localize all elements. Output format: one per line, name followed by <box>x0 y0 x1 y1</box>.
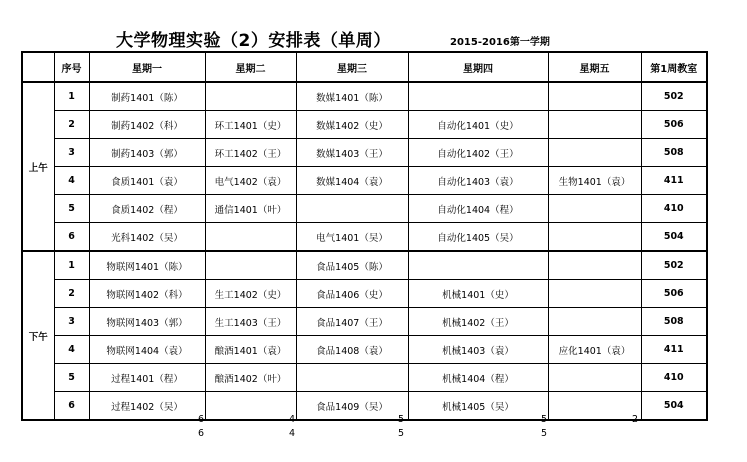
cell-friday <box>548 111 641 139</box>
row-number: 2 <box>54 111 89 139</box>
cell-friday <box>548 223 641 252</box>
cell-tuesday: 通信1401（叶） <box>205 195 296 223</box>
header-tuesday: 星期二 <box>205 52 296 82</box>
room-cell: 508 <box>641 308 707 336</box>
row-number: 1 <box>54 82 89 111</box>
room-cell: 506 <box>641 280 707 308</box>
cell-thursday: 机械1401（史） <box>408 280 548 308</box>
cell-friday: 应化1401（袁） <box>548 336 641 364</box>
cell-wednesday: 食品1409（吴） <box>296 392 408 421</box>
room-cell: 502 <box>641 251 707 280</box>
cell-tuesday: 生工1402（史） <box>205 280 296 308</box>
cell-monday: 物联网1402（科） <box>89 280 205 308</box>
cell-friday <box>548 251 641 280</box>
cell-friday <box>548 364 641 392</box>
count-r1-friday: 2 <box>632 414 639 425</box>
cell-wednesday: 数媒1402（史） <box>296 111 408 139</box>
table-row <box>22 139 707 167</box>
cell-thursday: 自动化1401（史） <box>408 111 548 139</box>
row-number: 6 <box>54 392 89 421</box>
page-title: 大学物理实验（2）安排表（单周） <box>116 31 391 51</box>
cell-monday: 制药1402（科） <box>89 111 205 139</box>
count-r1-tuesday: 4 <box>289 414 296 425</box>
cell-thursday: 自动化1402（王） <box>408 139 548 167</box>
room-cell: 508 <box>641 139 707 167</box>
room-cell: 411 <box>641 336 707 364</box>
cell-monday: 制药1401（陈） <box>89 82 205 111</box>
table-row <box>22 308 707 336</box>
row-number: 2 <box>54 280 89 308</box>
cell-monday: 过程1401（程） <box>89 364 205 392</box>
cell-tuesday: 酿酒1401（袁） <box>205 336 296 364</box>
row-number: 5 <box>54 364 89 392</box>
cell-monday: 过程1402（吴） <box>89 392 205 421</box>
cell-friday <box>548 139 641 167</box>
row-number: 6 <box>54 223 89 252</box>
cell-monday: 制药1403（郭） <box>89 139 205 167</box>
header-no: 序号 <box>54 52 89 82</box>
table-row <box>22 280 707 308</box>
cell-friday <box>548 308 641 336</box>
table-row <box>22 392 707 421</box>
cell-wednesday: 数媒1404（袁） <box>296 167 408 195</box>
cell-monday: 物联网1404（袁） <box>89 336 205 364</box>
period-label: 上午 <box>22 82 54 251</box>
cell-thursday: 机械1402（王） <box>408 308 548 336</box>
cell-friday <box>548 392 641 421</box>
cell-thursday <box>408 251 548 280</box>
table-row <box>22 195 707 223</box>
cell-tuesday: 环工1402（王） <box>205 139 296 167</box>
cell-friday <box>548 195 641 223</box>
cell-friday <box>548 280 641 308</box>
count-r2-monday: 6 <box>198 428 205 439</box>
row-number: 4 <box>54 167 89 195</box>
row-number: 1 <box>54 251 89 280</box>
cell-tuesday <box>205 82 296 111</box>
room-cell: 506 <box>641 111 707 139</box>
table-row <box>22 223 707 252</box>
cell-thursday <box>408 82 548 111</box>
room-cell: 410 <box>641 364 707 392</box>
header-monday: 星期一 <box>89 52 205 82</box>
header-thursday: 星期四 <box>408 52 548 82</box>
cell-monday: 光科1402（吴） <box>89 223 205 252</box>
table-row <box>22 111 707 139</box>
table-row <box>22 167 707 195</box>
table-row <box>22 251 707 280</box>
count-r2-thursday: 5 <box>541 428 548 439</box>
cell-tuesday: 环工1401（史） <box>205 111 296 139</box>
cell-tuesday <box>205 392 296 421</box>
room-cell: 504 <box>641 392 707 421</box>
cell-thursday: 自动化1403（袁） <box>408 167 548 195</box>
header-friday: 星期五 <box>548 52 641 82</box>
cell-wednesday: 数媒1403（王） <box>296 139 408 167</box>
cell-tuesday: 电气1402（袁） <box>205 167 296 195</box>
schedule-table <box>21 51 708 421</box>
cell-monday: 物联网1403（郭） <box>89 308 205 336</box>
cell-monday: 食质1401（袁） <box>89 167 205 195</box>
room-cell: 502 <box>641 82 707 111</box>
header-room: 第1周教室 <box>641 52 707 82</box>
room-cell: 410 <box>641 195 707 223</box>
cell-wednesday: 电气1401（吴） <box>296 223 408 252</box>
cell-wednesday: 食品1407（王） <box>296 308 408 336</box>
cell-tuesday <box>205 223 296 252</box>
cell-wednesday: 食品1408（袁） <box>296 336 408 364</box>
count-r2-wednesday: 5 <box>398 428 405 439</box>
cell-monday: 食质1402（程） <box>89 195 205 223</box>
cell-friday <box>548 82 641 111</box>
cell-tuesday: 酿酒1402（叶） <box>205 364 296 392</box>
count-r1-thursday: 5 <box>541 414 548 425</box>
cell-wednesday <box>296 364 408 392</box>
count-r2-tuesday: 4 <box>289 428 296 439</box>
row-number: 4 <box>54 336 89 364</box>
corner-cell <box>22 52 54 82</box>
cell-monday: 物联网1401（陈） <box>89 251 205 280</box>
cell-wednesday <box>296 195 408 223</box>
room-cell: 504 <box>641 223 707 252</box>
table-row <box>22 82 707 111</box>
table-row <box>22 364 707 392</box>
cell-thursday: 机械1403（袁） <box>408 336 548 364</box>
cell-wednesday: 数媒1401（陈） <box>296 82 408 111</box>
cell-thursday: 自动化1404（程） <box>408 195 548 223</box>
period-label: 下午 <box>22 251 54 420</box>
cell-tuesday <box>205 251 296 280</box>
cell-tuesday: 生工1403（王） <box>205 308 296 336</box>
cell-thursday: 机械1405（吴） <box>408 392 548 421</box>
cell-wednesday: 食品1405（陈） <box>296 251 408 280</box>
cell-thursday: 自动化1405（吴） <box>408 223 548 252</box>
header-wednesday: 星期三 <box>296 52 408 82</box>
cell-wednesday: 食品1406（史） <box>296 280 408 308</box>
semester-label: 2015-2016第一学期 <box>450 37 550 48</box>
count-r1-wednesday: 5 <box>398 414 405 425</box>
room-cell: 411 <box>641 167 707 195</box>
row-number: 3 <box>54 308 89 336</box>
cell-thursday: 机械1404（程） <box>408 364 548 392</box>
row-number: 3 <box>54 139 89 167</box>
table-row <box>22 336 707 364</box>
row-number: 5 <box>54 195 89 223</box>
count-r1-monday: 6 <box>198 414 205 425</box>
cell-friday: 生物1401（袁） <box>548 167 641 195</box>
